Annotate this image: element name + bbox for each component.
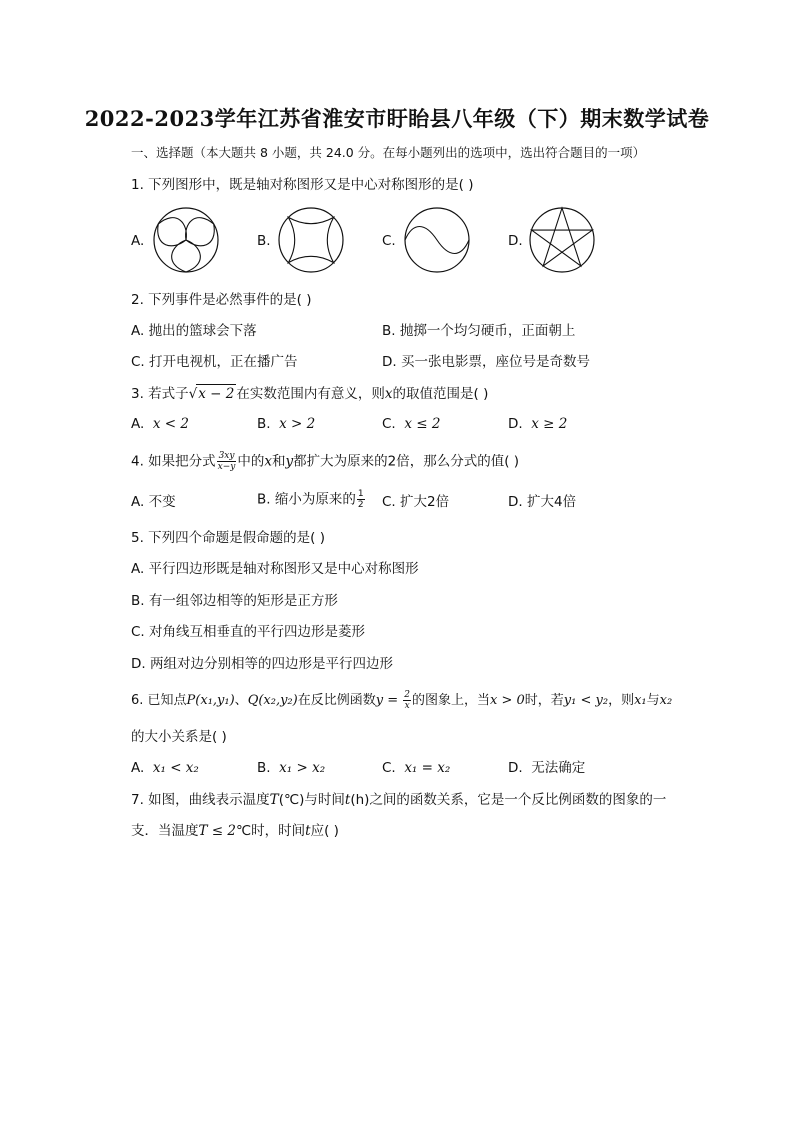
q6-option-b-expr: x₁ > x₂ [279, 760, 326, 776]
q4-stem-post: 都扩大为原来的2倍，那么分式的值( ) [293, 453, 520, 470]
q1-figure-b-astroid [275, 204, 347, 276]
q6-point-p: P(x₁,y₁) [186, 693, 235, 708]
q4-option-b-text: B. 缩小为原来的 [257, 491, 356, 508]
q4-option-b [257, 489, 366, 510]
q3-option-b [257, 415, 315, 433]
q4-option-b-num: 1 [357, 489, 364, 499]
q6-fraction-den: x [404, 701, 410, 711]
q3-option-d-label: D. [508, 416, 523, 432]
q2-option-a: A. 抛出的篮球会下落 [131, 323, 257, 339]
q1-figure-c-s-curve [401, 204, 473, 276]
q4-var-y: y [285, 453, 294, 470]
q6-option-d [508, 759, 585, 777]
question-7-stem-line2 [131, 822, 339, 840]
q7-line1-a: 7. 如图，曲线表示温度 [131, 792, 270, 808]
q5-option-d: D. 两组对边分别相等的四边形是平行四边形 [131, 656, 393, 672]
q4-fraction [217, 451, 237, 472]
q3-option-a-label: A. [131, 416, 145, 432]
q4-stem-mid: 中的 [237, 453, 265, 470]
q3-option-c [382, 415, 440, 433]
q5-option-b: B. 有一组邻边相等的矩形是正方形 [131, 593, 338, 609]
q1-figure-a-trefoil [150, 204, 222, 276]
q6-option-a-label: A. [131, 760, 145, 776]
q4-fraction-num: 3xy [218, 451, 235, 461]
q2-option-c: C. 打开电视机，正在播广告 [131, 354, 298, 370]
q6-option-c [382, 759, 450, 777]
q6-option-c-label: C. [382, 760, 396, 776]
q3-option-c-expr: x ≤ 2 [404, 416, 441, 432]
q5-option-a: A. 平行四边形既是轴对称图形又是中心对称图形 [131, 561, 419, 577]
q3-radicand: x − 2 [198, 386, 235, 402]
q3-option-d-expr: x ≥ 2 [531, 416, 568, 432]
q6-option-d-text: 无法确定 [531, 760, 586, 776]
q6-stem-mid4: ，则 [608, 693, 635, 708]
q6-option-d-label: D. [508, 760, 523, 776]
question-6-stem-line1 [131, 690, 672, 711]
q7-line2-b: ℃时，时间 [236, 823, 306, 839]
q3-option-a-expr: x < 2 [152, 416, 189, 432]
q1-option-d-label: D. [508, 233, 523, 249]
q4-var-x: x [264, 453, 272, 470]
q3-option-c-label: C. [382, 416, 396, 432]
q6-stem-mid: 在反比例函数 [297, 693, 376, 708]
q3-option-b-expr: x > 2 [279, 416, 316, 432]
q3-stem-post: 在实数范围内有意义，则 [236, 386, 385, 402]
q3-stem-pre: 3. 若式子 [131, 386, 189, 402]
q7-var-T: T [269, 792, 279, 808]
q3-variable: x [384, 386, 393, 402]
page-title: 2022-2023学年江苏省淮安市盱眙县八年级（下）期末数学试卷 [84, 106, 710, 131]
q6-option-c-expr: x₁ = x₂ [404, 760, 451, 776]
q1-option-a-label: A. [131, 233, 145, 249]
question-6-stem-line2: 的大小关系是( ) [131, 729, 227, 745]
q4-stem-and: 和 [272, 453, 286, 470]
q6-stem-mid3: 时，若 [524, 693, 564, 708]
q1-figure-d-pentagram [526, 204, 598, 276]
q6-sep: 、 [234, 693, 248, 708]
question-5-stem: 5. 下列四个命题是假命题的是( ) [131, 530, 325, 546]
q6-condition: x > 0 [490, 693, 525, 708]
q6-option-b-label: B. [257, 760, 271, 776]
q4-fraction-den: x−y [217, 462, 236, 472]
q4-option-d: D. 扩大4倍 [508, 494, 577, 510]
q4-option-b-den: 2 [357, 500, 364, 510]
q7-var-t2: t [305, 823, 311, 839]
q6-stem-mid2: 的图象上，当 [412, 693, 491, 708]
q7-line1-b: (℃)与时间 [278, 792, 345, 808]
radical-sign: √ [188, 386, 198, 402]
q2-option-b: B. 抛掷一个均匀硬币，正面朝上 [382, 323, 576, 339]
q3-option-b-label: B. [257, 416, 271, 432]
q7-var-t: t [344, 792, 351, 808]
question-1-stem: 1. 下列图形中，既是轴对称图形又是中心对称图形的是( ) [131, 177, 474, 193]
question-4-stem [131, 451, 519, 472]
q7-line1-c: (h)之间的函数关系，它是一个反比例函数的图象的一 [350, 792, 667, 808]
section-heading: 一、选择题（本大题共 8 小题，共 24.0 分。在每小题列出的选项中，选出符合题目的一项） [131, 145, 646, 160]
q6-point-q: Q(x₂,y₂) [247, 693, 298, 708]
q6-option-a-expr: x₁ < x₂ [152, 760, 199, 776]
q1-option-b-label: B. [257, 233, 271, 249]
q4-option-c: C. 扩大2倍 [382, 494, 450, 510]
q2-option-d: D. 买一张电影票，座位号是奇数号 [382, 354, 590, 370]
q6-function-y: y = [375, 693, 403, 708]
q6-function-fraction [403, 690, 411, 711]
q6-fraction-num: 2 [404, 690, 410, 700]
q6-condition2: y₁ < y₂ [563, 693, 609, 708]
q3-option-a [131, 415, 189, 433]
q6-var-x1: x₁ [634, 693, 647, 708]
q3-option-d [508, 415, 567, 433]
q7-line2-a: 支．当温度 [131, 823, 199, 839]
q4-option-b-fraction [357, 489, 365, 510]
q6-stem-and: 与 [646, 693, 660, 708]
q6-var-x2: x₂ [659, 693, 673, 708]
q4-stem-pre: 4. 如果把分式 [131, 453, 216, 470]
question-3-stem [131, 384, 488, 403]
q3-stem-post2: 的取值范围是( ) [392, 386, 489, 402]
q6-stem-pre: 6. 已知点 [131, 693, 187, 708]
q6-option-b [257, 759, 325, 777]
q7-condition: T ≤ 2 [198, 823, 236, 839]
q1-option-c-label: C. [382, 233, 396, 249]
question-2-stem: 2. 下列事件是必然事件的是( ) [131, 292, 312, 308]
q5-option-c: C. 对角线互相垂直的平行四边形是菱形 [131, 624, 366, 640]
q4-option-a: A. 不变 [131, 494, 176, 510]
q6-option-a [131, 759, 199, 777]
question-7-stem-line1 [131, 791, 666, 809]
q7-line2-c: 应( ) [310, 823, 339, 839]
